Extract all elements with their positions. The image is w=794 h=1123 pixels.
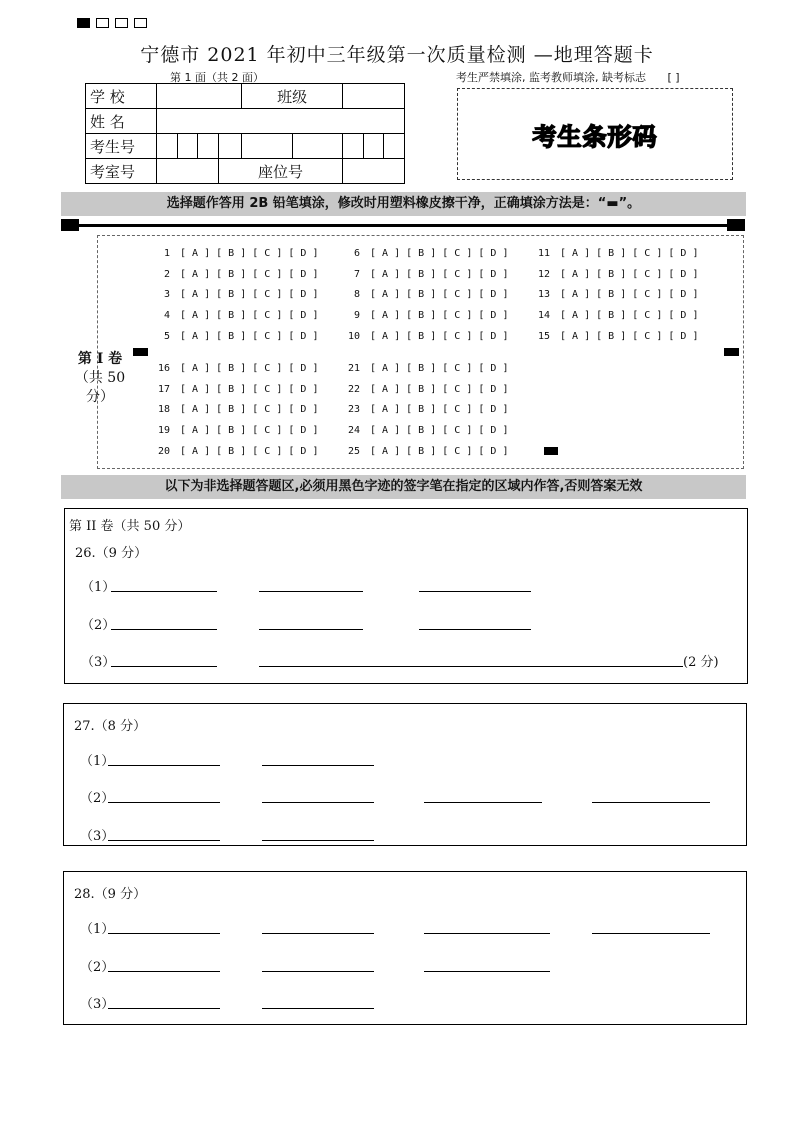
volume-1-title: 第 I 卷: [77, 351, 123, 367]
q26-sub3-label: （3）: [81, 655, 116, 670]
barcode-label: 考生条形码: [532, 123, 658, 151]
mc-answer-options[interactable]: [ A ] [ B ] [ C ] [ D ]: [370, 363, 509, 374]
alignment-mark: [727, 219, 745, 231]
alignment-mark: [61, 219, 79, 231]
mc-question-12[interactable]: [528, 269, 698, 280]
answer-line[interactable]: [111, 629, 217, 630]
answer-line[interactable]: [424, 971, 550, 972]
mc-question-number: 25: [347, 445, 360, 457]
room-no-field[interactable]: [157, 159, 219, 184]
exam-no-digit[interactable]: [218, 134, 241, 159]
mc-answer-options[interactable]: [ A ] [ B ] [ C ] [ D ]: [370, 445, 509, 457]
corner-mark-empty: [115, 18, 128, 28]
q27-title: 27.（8 分）: [74, 719, 147, 734]
mc-question-number: 13: [537, 289, 550, 301]
mc-question-number: 3: [163, 289, 170, 301]
mc-question-13[interactable]: [528, 289, 698, 300]
q27-sub2-label: （2）: [80, 791, 115, 806]
mc-question-number: 9: [353, 310, 360, 322]
answer-line[interactable]: [111, 591, 217, 592]
mc-answer-options[interactable]: [ A ] [ B ] [ C ] [ D ]: [180, 445, 319, 457]
answer-line[interactable]: [111, 666, 217, 667]
mc-answer-options[interactable]: [ A ] [ B ] [ C ] [ D ]: [180, 383, 319, 395]
mc-question-number: 22: [347, 383, 360, 395]
seat-no-field[interactable]: [342, 159, 404, 184]
class-field[interactable]: [342, 84, 404, 109]
mc-answer-options[interactable]: [ A ] [ B ] [ C ] [ D ]: [370, 310, 509, 322]
answer-line[interactable]: [262, 802, 374, 803]
volume-1-score: （共 50 分）: [74, 370, 126, 405]
answer-line[interactable]: [262, 933, 374, 934]
q28-sub2-label: （2）: [80, 960, 115, 975]
mc-answer-options[interactable]: [ A ] [ B ] [ C ] [ D ]: [180, 404, 319, 416]
name-field[interactable]: [157, 109, 405, 134]
mc-question-number: 12: [537, 268, 550, 280]
timing-mark: [133, 348, 148, 356]
q27-answer-section: [63, 703, 747, 846]
absent-note-text: 考生严禁填涂, 监考教师填涂, 缺考标志: [456, 71, 646, 84]
mc-question-11[interactable]: [528, 248, 698, 259]
exam-no-label: 考生号: [86, 134, 157, 159]
barcode-area: [457, 88, 733, 180]
mc-answer-options[interactable]: [ A ] [ B ] [ C ] [ D ]: [560, 248, 699, 259]
mc-answer-options[interactable]: [ A ] [ B ] [ C ] [ D ]: [180, 248, 319, 259]
mc-question-7[interactable]: [338, 269, 508, 280]
answer-line[interactable]: [108, 840, 220, 841]
mc-question-10[interactable]: [338, 331, 508, 342]
mc-question-number: 23: [347, 404, 360, 416]
q27-sub3-label: （3）: [80, 829, 115, 844]
mc-question-number: 2: [163, 268, 170, 280]
mc-question-4[interactable]: [148, 310, 318, 321]
q26-sub2-label: （2）: [81, 618, 116, 633]
mc-question-number: 11: [537, 248, 550, 259]
answer-line[interactable]: [262, 840, 374, 841]
q28-title: 28.（9 分）: [74, 887, 147, 902]
mc-question-6[interactable]: [338, 248, 508, 259]
answer-line[interactable]: [259, 629, 363, 630]
answer-line[interactable]: [108, 971, 220, 972]
mc-question-number: 21: [347, 363, 360, 374]
q27-sub1-label: （1）: [80, 754, 115, 769]
mc-question-2[interactable]: [148, 269, 318, 280]
q26-answer-section: [64, 508, 748, 684]
exam-no-digit[interactable]: [384, 134, 405, 159]
mc-question-number: 19: [157, 425, 170, 437]
q26-sub1-label: （1）: [81, 580, 116, 595]
mc-answer-options[interactable]: [ A ] [ B ] [ C ] [ D ]: [370, 404, 509, 416]
page-number: 第 1 面（共 2 面）: [170, 71, 264, 84]
mc-question-number: 20: [157, 445, 170, 457]
mc-question-17[interactable]: [148, 384, 318, 395]
student-info-table: [85, 83, 405, 184]
mc-answer-options[interactable]: [ A ] [ B ] [ C ] [ D ]: [180, 363, 319, 374]
mc-answer-options[interactable]: [ A ] [ B ] [ C ] [ D ]: [560, 289, 699, 301]
mc-question-18[interactable]: [148, 404, 318, 415]
answer-line[interactable]: [419, 629, 531, 630]
mc-question-20[interactable]: [148, 446, 318, 457]
q26-sub3-score: (2 分): [683, 655, 719, 670]
exam-no-digit[interactable]: [342, 134, 363, 159]
mc-question-number: 16: [157, 363, 170, 374]
room-no-label: 考室号: [86, 159, 157, 184]
exam-no-digit[interactable]: [198, 134, 219, 159]
mc-question-number: 6: [353, 248, 360, 259]
exam-no-digit[interactable]: [177, 134, 198, 159]
mc-answer-options[interactable]: [ A ] [ B ] [ C ] [ D ]: [560, 310, 699, 322]
corner-mark-empty: [134, 18, 147, 28]
exam-no-digit[interactable]: [292, 134, 342, 159]
mc-question-24[interactable]: [338, 425, 508, 436]
mc-question-number: 10: [347, 330, 360, 342]
volume-1-label: [70, 350, 130, 407]
divider-line: [78, 224, 730, 227]
mc-question-15[interactable]: [528, 331, 698, 342]
q28-sub1-label: （1）: [80, 922, 115, 937]
mc-question-25[interactable]: [338, 446, 508, 457]
mc-question-number: 7: [353, 268, 360, 280]
timing-mark: [724, 348, 739, 356]
exam-no-digit[interactable]: [157, 134, 178, 159]
school-label: 学 校: [86, 84, 157, 109]
mc-answer-options[interactable]: [ A ] [ B ] [ C ] [ D ]: [180, 268, 319, 280]
answer-line[interactable]: [108, 765, 220, 766]
mc-instruction-bar: 选择题作答用 2B 铅笔填涂，修改时用塑料橡皮擦干净，正确填涂方法是：“▬”。: [61, 192, 746, 216]
school-field[interactable]: [157, 84, 242, 109]
corner-mark-empty: [96, 18, 109, 28]
answer-line[interactable]: [108, 802, 220, 803]
mc-answer-options[interactable]: [ A ] [ B ] [ C ] [ D ]: [180, 330, 319, 342]
answer-line[interactable]: [424, 933, 550, 934]
mc-question-number: 14: [537, 310, 550, 322]
volume-2-title: 第 II 卷（共 50 分）: [69, 519, 191, 534]
mc-question-number: 8: [353, 289, 360, 301]
mc-question-23[interactable]: [338, 404, 508, 415]
mc-question-8[interactable]: [338, 289, 508, 300]
answer-line[interactable]: [262, 765, 374, 766]
mc-answer-options[interactable]: [ A ] [ B ] [ C ] [ D ]: [370, 289, 509, 301]
mc-question-16[interactable]: [148, 363, 318, 374]
mc-answer-options[interactable]: [ A ] [ B ] [ C ] [ D ]: [180, 310, 319, 322]
mc-answer-options[interactable]: [ A ] [ B ] [ C ] [ D ]: [560, 268, 699, 280]
mc-answer-options[interactable]: [ A ] [ B ] [ C ] [ D ]: [180, 425, 319, 437]
mc-question-19[interactable]: [148, 425, 318, 436]
exam-no-digit[interactable]: [363, 134, 384, 159]
timing-mark: [544, 447, 558, 455]
mc-question-number: 18: [157, 404, 170, 416]
name-label: 姓 名: [86, 109, 157, 134]
mc-question-number: 1: [163, 248, 170, 259]
mc-question-number: 15: [537, 330, 550, 342]
mc-answer-options[interactable]: [ A ] [ B ] [ C ] [ D ]: [560, 330, 699, 342]
non-mc-instruction-bar: 以下为非选择题答题区,必须用黑色字迹的签字笔在指定的区域内作答,否则答案无效: [61, 475, 746, 499]
absent-checkbox[interactable]: [ ]: [667, 71, 680, 84]
mc-question-9[interactable]: [338, 310, 508, 321]
mc-question-number: 17: [157, 383, 170, 395]
mc-question-14[interactable]: [528, 310, 698, 321]
mc-question-5[interactable]: [148, 331, 318, 342]
answer-line[interactable]: [262, 1008, 374, 1009]
absent-note: [456, 69, 680, 85]
answer-line[interactable]: [259, 666, 683, 667]
answer-line[interactable]: [419, 591, 531, 592]
mc-question-21[interactable]: [338, 363, 508, 374]
mc-answer-options[interactable]: [ A ] [ B ] [ C ] [ D ]: [370, 383, 509, 395]
answer-line[interactable]: [262, 971, 374, 972]
exam-no-digit[interactable]: [242, 134, 292, 159]
mc-answer-options[interactable]: [ A ] [ B ] [ C ] [ D ]: [370, 248, 509, 259]
corner-mark-filled: [77, 18, 90, 28]
mc-answer-options[interactable]: [ A ] [ B ] [ C ] [ D ]: [370, 425, 509, 437]
mc-question-number: 24: [347, 425, 360, 437]
page-title: 宁德市 2021 年初中三年级第一次质量检测 —地理答题卡: [140, 44, 654, 66]
answer-line[interactable]: [108, 1008, 220, 1009]
answer-line[interactable]: [108, 933, 220, 934]
q26-title: 26.（9 分）: [75, 546, 148, 561]
seat-no-label: 座位号: [218, 159, 342, 184]
q28-sub3-label: （3）: [80, 997, 115, 1012]
mc-question-number: 4: [163, 310, 170, 322]
class-label: 班级: [242, 84, 343, 109]
mc-question-1[interactable]: [148, 248, 318, 259]
answer-line[interactable]: [592, 802, 710, 803]
mc-question-3[interactable]: [148, 289, 318, 300]
answer-line[interactable]: [259, 591, 363, 592]
mc-answer-options[interactable]: [ A ] [ B ] [ C ] [ D ]: [180, 289, 319, 301]
q28-answer-section: [63, 871, 747, 1025]
mc-question-number: 5: [163, 330, 170, 342]
answer-line[interactable]: [592, 933, 710, 934]
mc-question-22[interactable]: [338, 384, 508, 395]
answer-line[interactable]: [424, 802, 542, 803]
mc-answer-options[interactable]: [ A ] [ B ] [ C ] [ D ]: [370, 268, 509, 280]
mc-answer-options[interactable]: [ A ] [ B ] [ C ] [ D ]: [370, 330, 509, 342]
